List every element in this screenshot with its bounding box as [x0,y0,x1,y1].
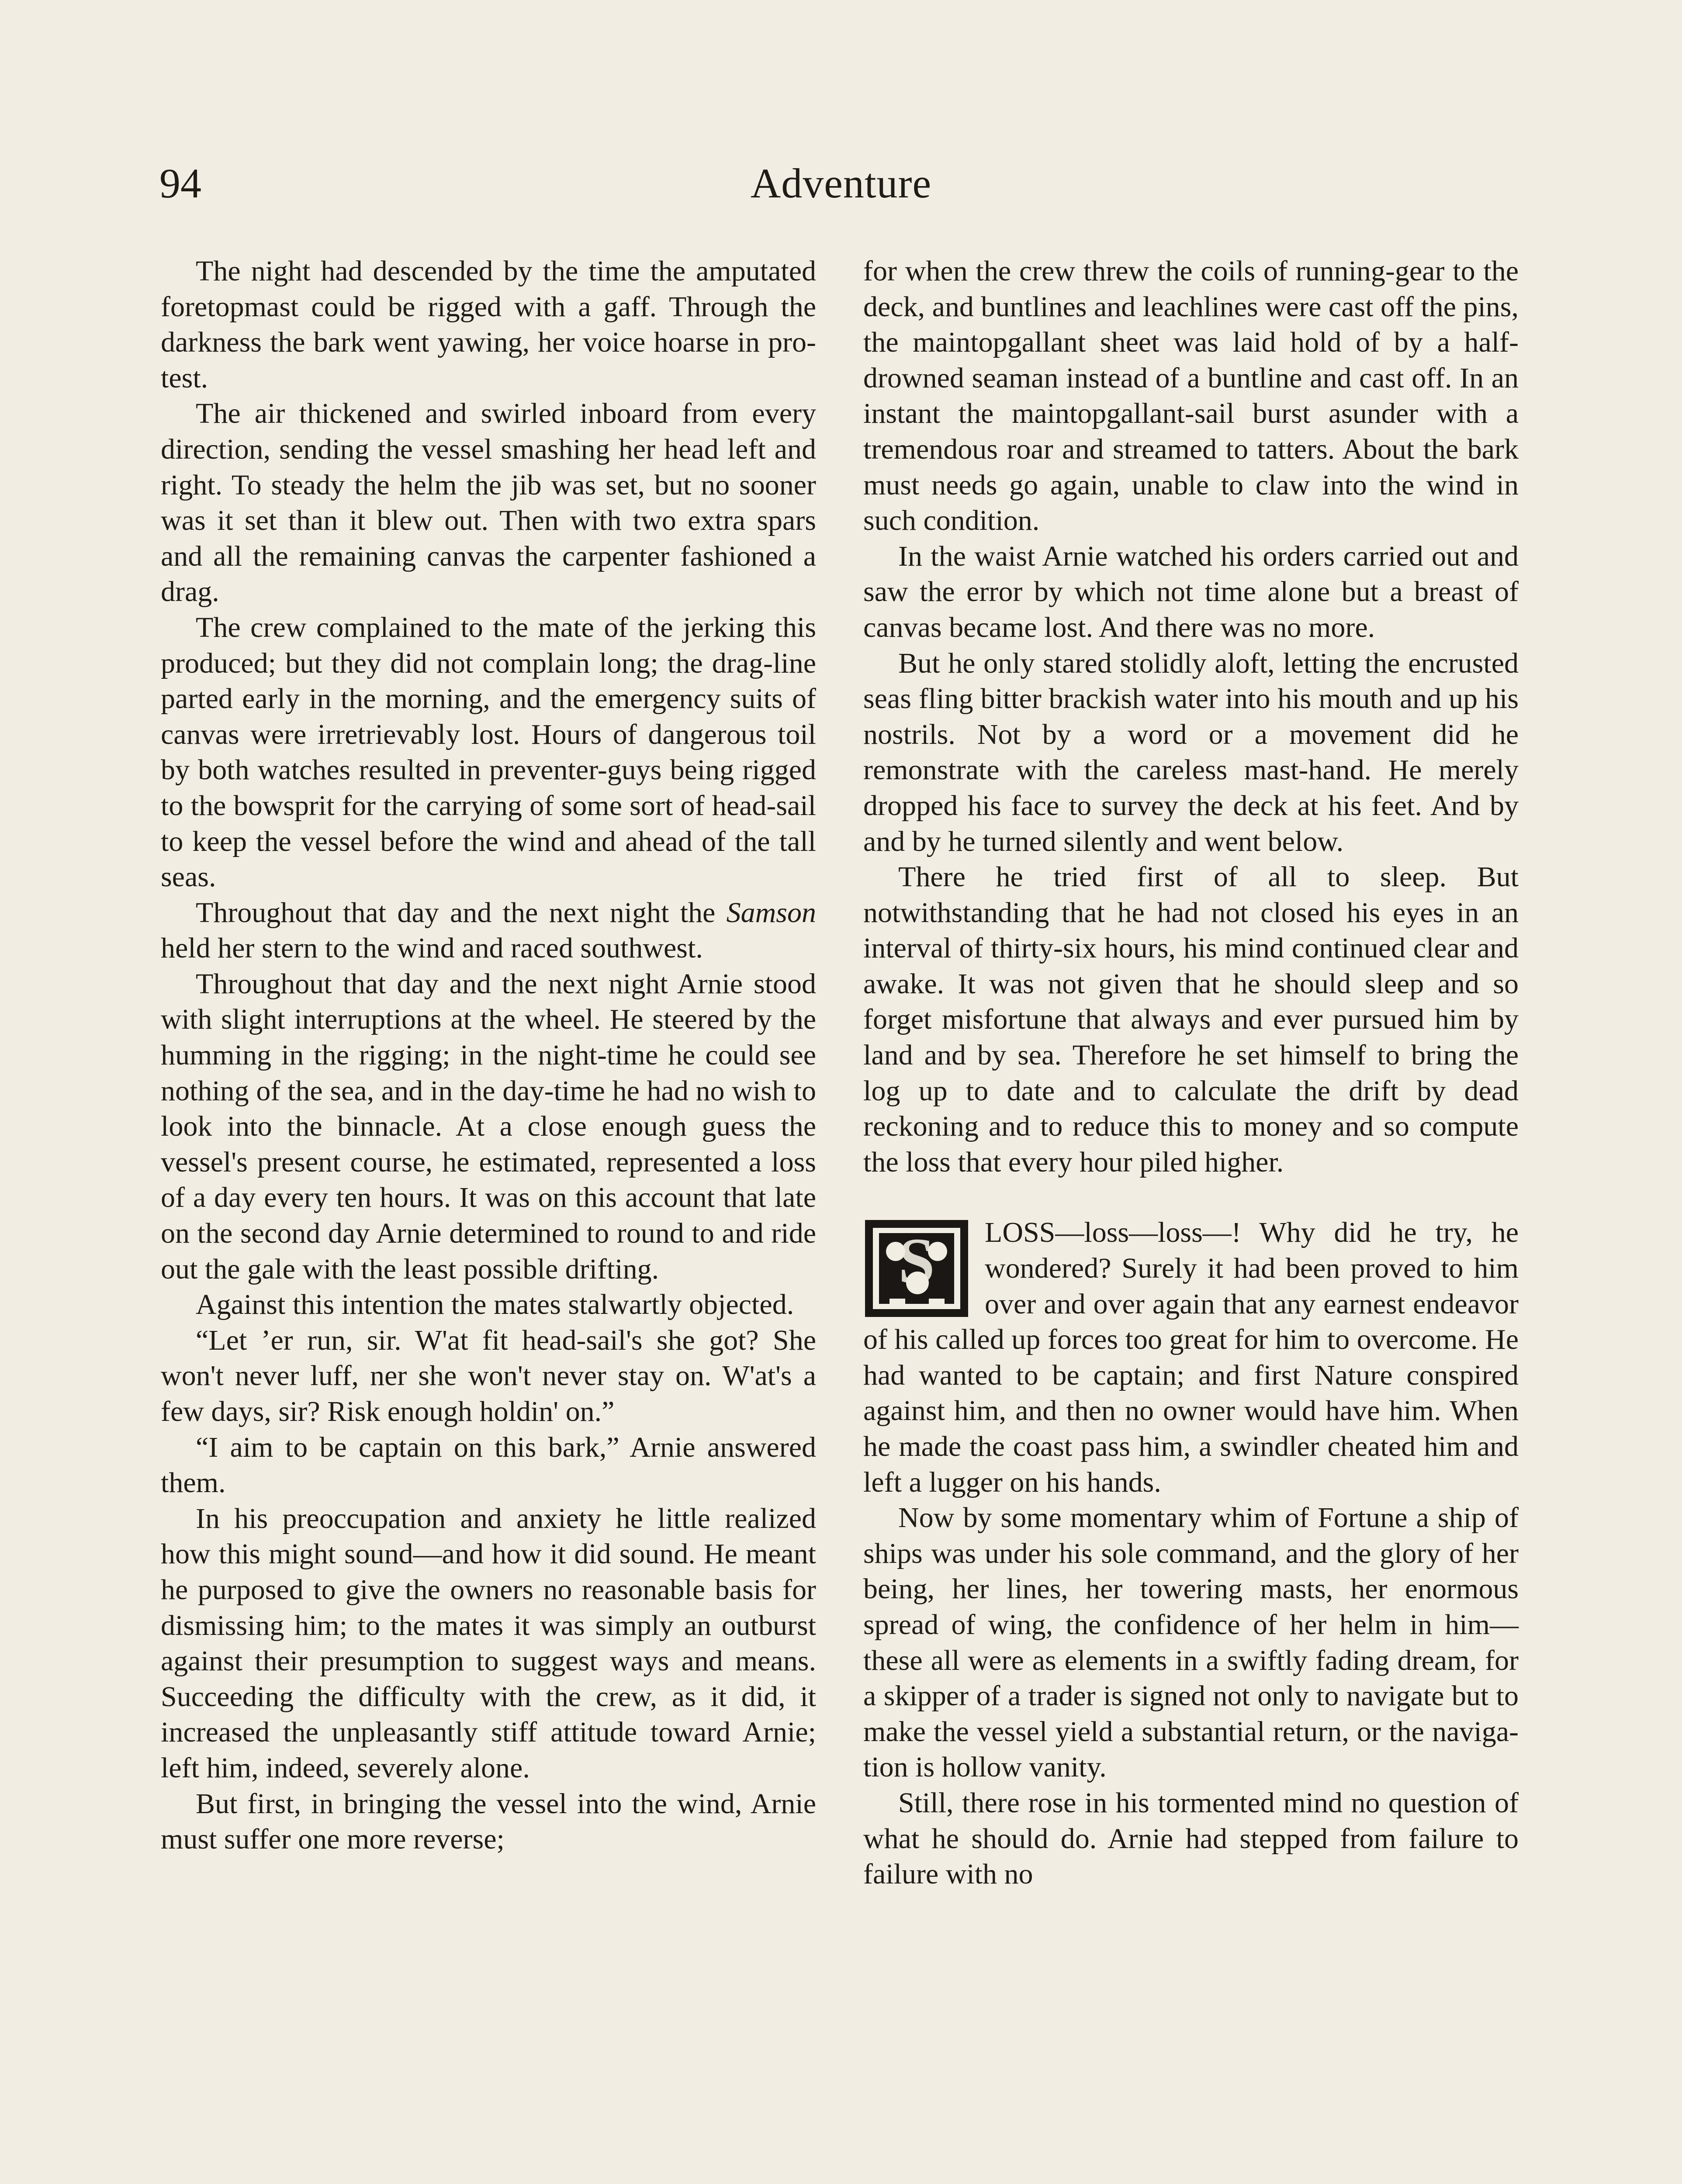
dropcap-text: LOSS—loss—loss—! Why did he try, he wondered? Surely it had been proved to him over and over again that any earnest endeavor of his called up forces too great for him to overcome. He had wanted to be captain; and first Nature conspired against him, and then no owner would have him. When he made the coast pass him, a swindler cheated him and left a lugger on his hands. [863,1216,1519,1498]
paragraph-continued: for when the crew threw the coils of running-gear to the deck, and buntlines and leachlines were cast off the pins, the maintopgallant sheet was laid hold of by a half-drowned seaman instead of a buntline and cast off. In an instant the maintopgallant-sail burst asunder with a tremendous roar and streamed to tatters. About the bark must needs go again, unable to claw into the wind in such condition. [863,255,1519,537]
text-run: Throughout that day and the next night the [196,896,727,929]
paragraph: In the waist Arnie watched his orders carried out and saw the error by which not time alone but a breast of canvas became lost. And there was no more. [863,540,1519,643]
paragraph: The air thickened and swirled inboard from every direction, sending the vessel smashing her head left and right. To steady the helm the jib was set, but no sooner was it set than it blew out. Then with two extra spars and all the remaining canvas the carpenter fashioned a drag. [161,397,816,608]
right-column [863,253,1519,1892]
paragraph: In his preoccupation and anxiety he little realized how this might sound—and how it did sound. He meant he purposed to give the owners no reasonable basis for dismissing him; to the mates it was simply an outburst against their presumption to suggest ways and means. Succeeding the difficulty with the crew, as it did, it increased the unpleasantly stiff attitude toward Arnie; left him, indeed, severely alone. [161,1502,816,1784]
dropcap-letter: S [898,1225,935,1298]
paragraph: Still, there rose in his tormented mind no question of what he should do. Arnie had stepped from failure to failure with no [863,1787,1519,1890]
paragraph-samson [161,895,816,966]
paragraph: There he tried first of all to sleep. But notwithstanding that he had not closed his eyes in an interval of thirty-six hours, his mind continued clear and awake. It was not given that he should sleep and so forget misfortune that always and ever pursued him by land and by sea. Therefore he set himself to bring the log up to date and to calculate the drift by dead reckoning and to reduce this to money and so compute the loss that every hour piled higher. [863,861,1519,1178]
paragraph-dialogue: “Let ’er run, sir. W'at fit head-sail's she got? She won't never luff, ner she won't never stay on. W'at's a few days, sir? Risk enough holdin' on.” [161,1324,816,1427]
paragraph: But first, in bringing the vessel into the wind, Arnie must suffer one more reverse; [161,1787,816,1856]
text-run: held her stern to the wind and raced southwest. [161,932,703,964]
dropcap-paragraph [863,1215,1519,1500]
paragraph: Throughout that day and the next night Arnie stood with slight interruptions at the wheel. He steered by the humming in the rigging; in the night-time he could see nothing of the sea, and in the day-time he had no wish to look into the binnacle. At a close enough guess the vessel's present course, he estimated, represented a loss of a day every ten hours. It was on this account that late on the second day Arnie determined to round to and ride out the gale with the least possible drifting. [161,968,816,1285]
section-break [863,1180,1519,1215]
paragraph: Against this intention the mates stalwartly objected. [196,1289,794,1321]
left-column [161,253,816,1857]
ship-name: Samson [726,896,816,929]
paragraph: But he only stared stolidly aloft, letting the encrusted seas fling bitter brackish water into his mouth and up his nostrils. Not by a word or a movement did he remonstrate with the careless mast-hand. He merely dropped his face to survey the deck at his feet. And by and by he turned silently and went below. [863,647,1519,857]
paragraph: The crew complained to the mate of the jerking this produced; but they did not complain long; the drag-line parted early in the morning, and the emergency suits of canvas were irretrievably lost. Hours of dangerous toil by both watches resulted in preventer-guys being rigged to the bowsprit for the carrying of some sort of head-sail to keep the vessel before the wind and ahead of the tall seas. [161,611,816,893]
paragraph: Now by some momentary whim of Fortune a ship of ships was under his sole command, and the glory of her being, her lines, her towering masts, her enormous spread of wing, the confidence of her helm in him—these all were as elements in a swiftly fading dream, for a skipper of a trader is signed not only to navigate but to make the vessel yield a substantial return, or the navigation is hollow vanity. [863,1502,1519,1783]
running-head: Adventure [750,160,932,207]
page-number: 94 [159,160,201,207]
paragraph: The night had descended by the time the amputated foretopmast could be rigged with a gaff. Through the darkness the bark went yawing, her voice hoarse in protest. [161,255,816,394]
decorative-dropcap-icon [863,1217,973,1320]
paragraph-dialogue: “I aim to be captain on this bark,” Arnie answered them. [161,1431,816,1499]
